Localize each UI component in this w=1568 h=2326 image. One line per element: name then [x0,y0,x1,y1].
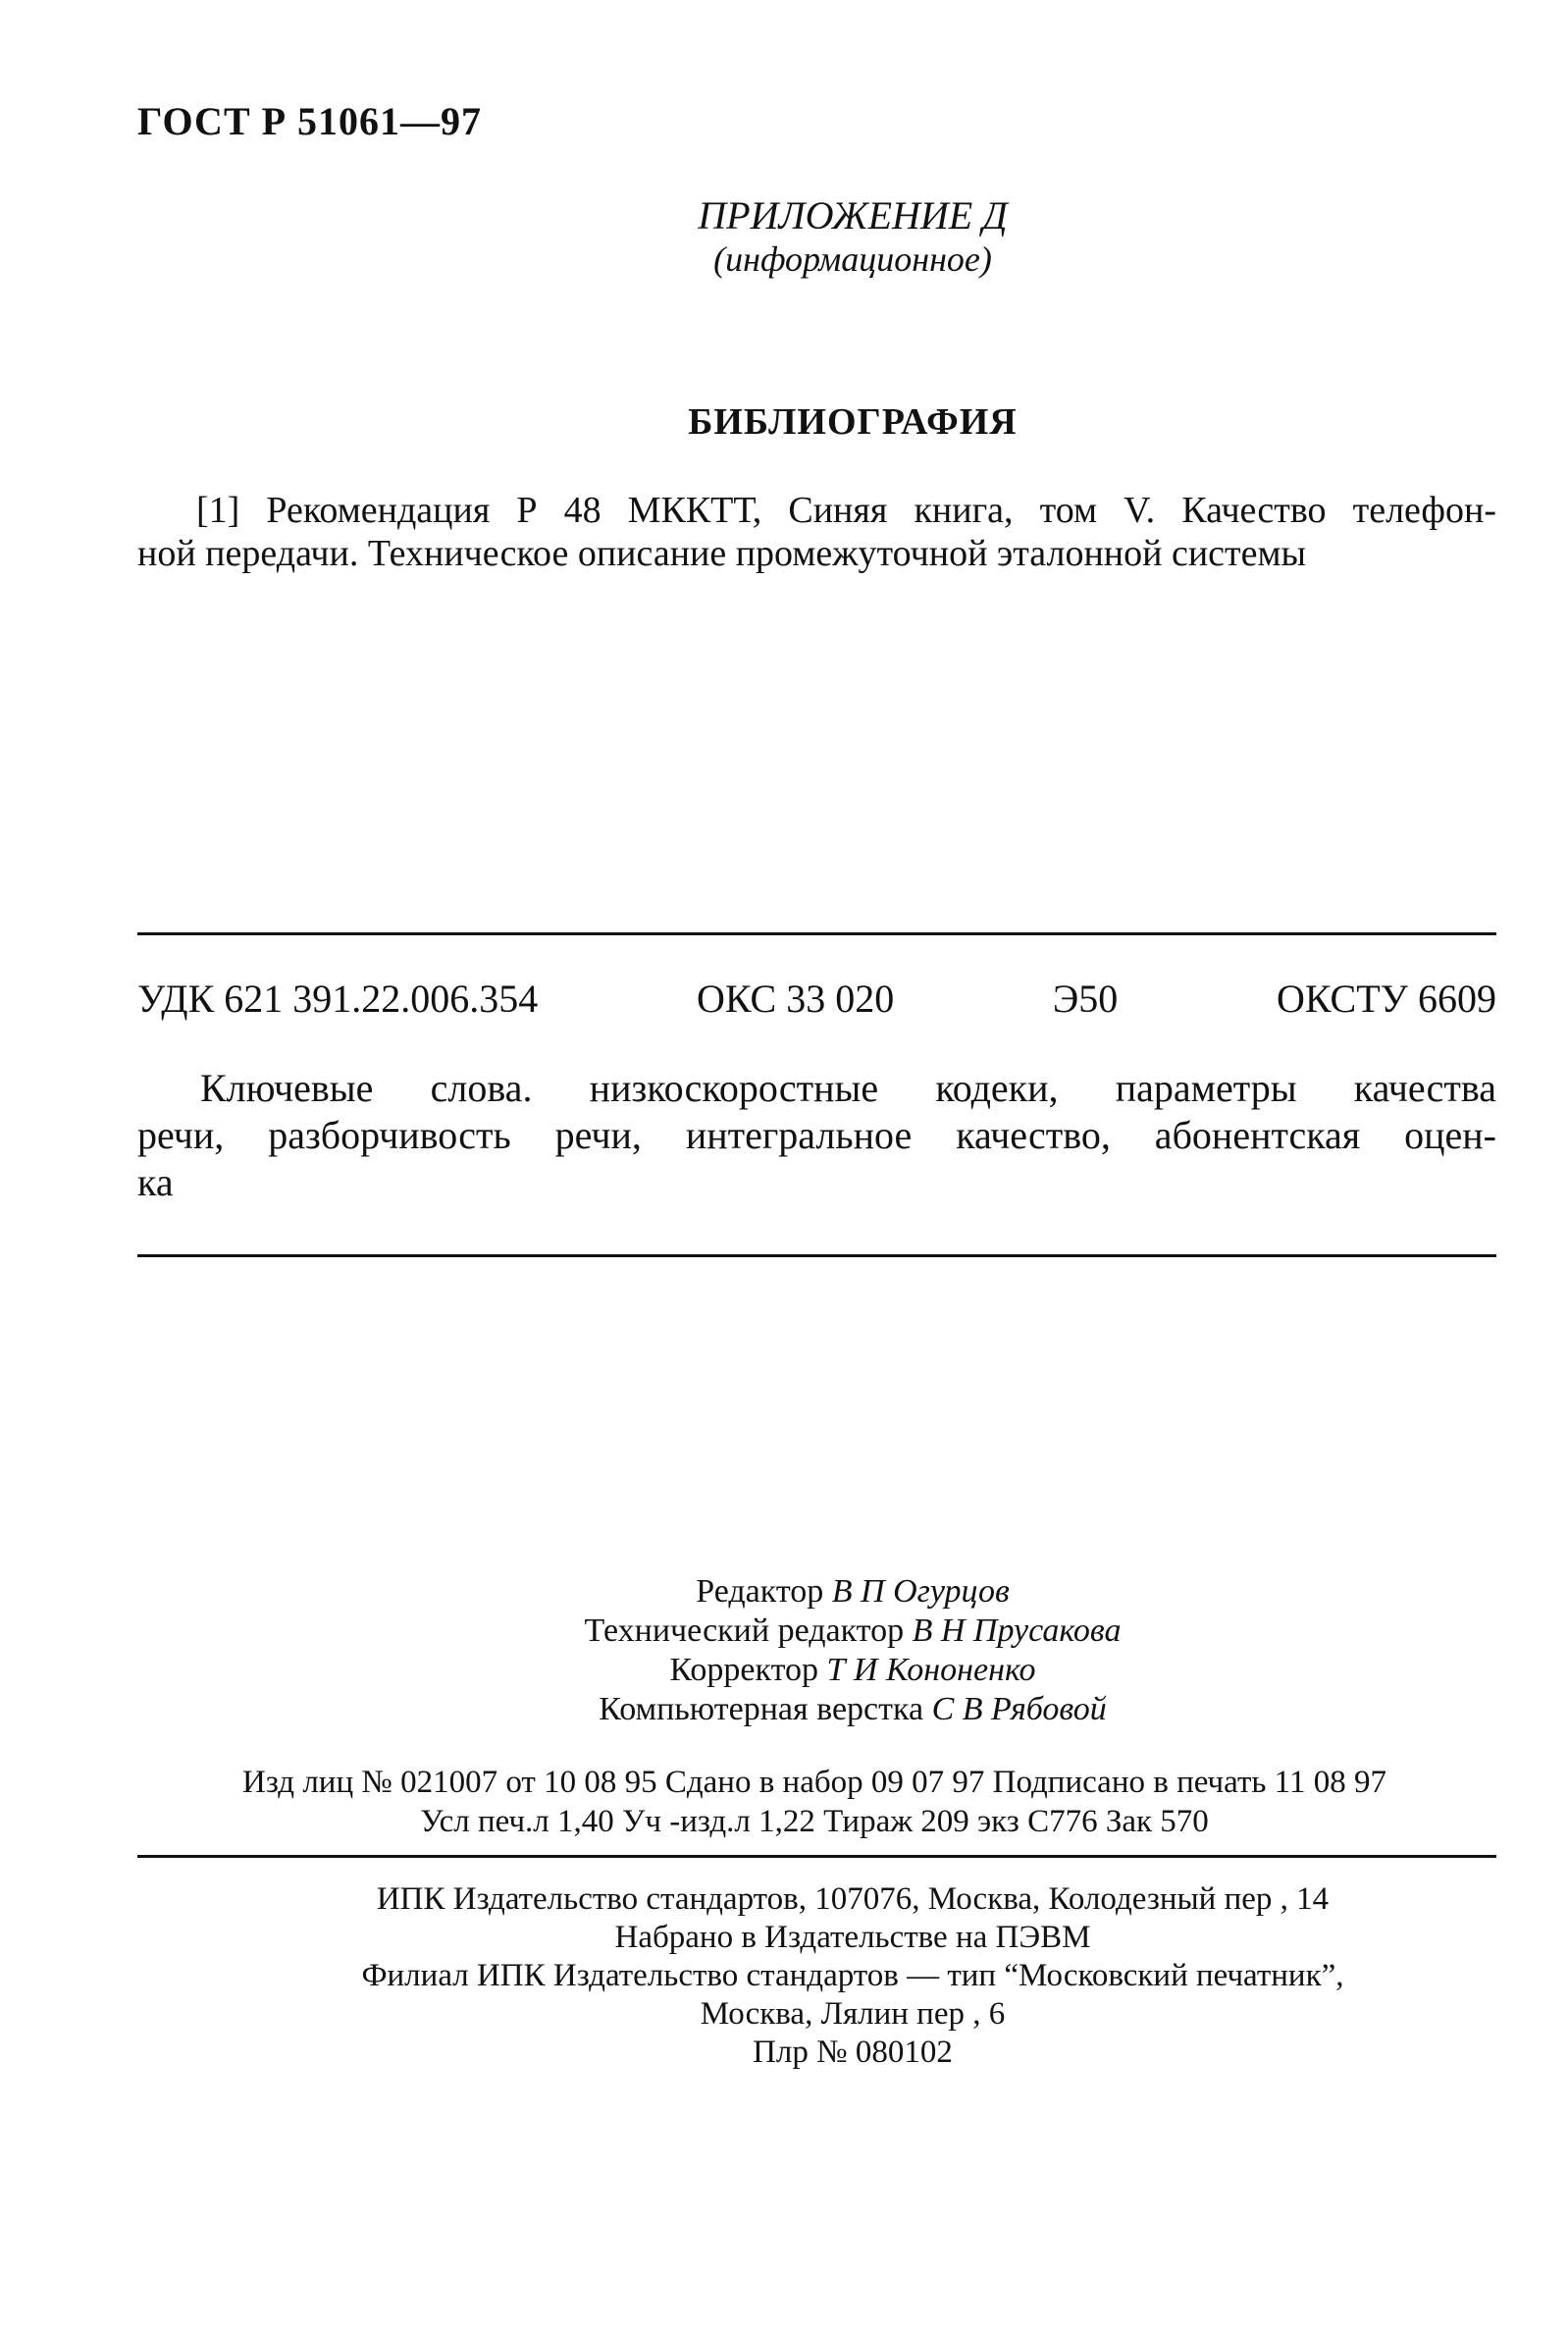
credit-role: Редактор [696,1573,824,1610]
credit-technical-editor [137,1612,1568,1651]
publication-info [137,1763,1491,1841]
classification-row [137,976,1496,1022]
publication-line: Усл печ.л 1,40 Уч -изд.л 1,22 Тираж 209 экз С776 Зак 570 [420,1804,1209,1839]
credit-role: Технический редактор [584,1612,905,1649]
oks-code: ОКС 33 020 [696,977,895,1021]
divider-middle [137,1254,1496,1257]
printer-line: Набрано в Издательстве на ПЭВМ [614,1920,1091,1955]
bibliography-entry-line: ной передачи. Техническое описание промежуточной эталонной системы [137,533,1307,574]
printer-info [0,1880,1568,2072]
printer-line: Москва, Лялин пер , 6 [700,1996,1006,2032]
udk-code: УДК 621 391.22.006.354 [137,977,539,1021]
keywords-line: речи, разборчивость речи, интегральное качество, абонентская оцен- [137,1113,1496,1157]
bibliography-heading: БИБЛИОГРАФИЯ [688,401,1018,443]
bibliography-entry-line: [1] Рекомендация Р 48 МККТТ, Синяя книга, том V. Качество телефон- [196,490,1496,531]
printer-line: Плр № 080102 [753,2035,953,2070]
credit-person: В Н Прусакова [912,1612,1122,1649]
credit-role: Корректор [669,1652,818,1688]
credit-role: Компьютерная верстка [599,1691,924,1727]
credit-person: С В Рябовой [931,1691,1107,1727]
group-code: Э50 [1052,977,1119,1021]
keywords [137,1065,1496,1206]
bibliography-entry [137,489,1496,575]
appendix-title: ПРИЛОЖЕНИЕ Д [698,193,1008,238]
keywords-line: ка [137,1160,174,1204]
okstu-code: ОКСТУ 6609 [1276,977,1496,1021]
standard-code: ГОСТ Р 51061—97 [137,99,483,143]
credit-proofreader [137,1651,1568,1690]
credit-person: В П Огурцов [831,1573,1010,1610]
credit-person: Т И Кононенко [826,1652,1036,1688]
printer-line: ИПК Издательство стандартов, 107076, Москва, Колодезный пер , 14 [376,1881,1330,1917]
credits [0,1572,1568,1729]
credit-layout [137,1690,1568,1729]
credit-editor [137,1572,1568,1612]
divider-top [137,932,1496,935]
keywords-line: Ключевые слова. низкоскоростные кодеки, параметры качества [200,1066,1496,1110]
appendix-subtitle: (информационное) [713,239,992,279]
printer-line: Филиал ИПК Издательство стандартов — тип “Московский печатник”, [361,1958,1344,1993]
divider-bottom [137,1855,1496,1858]
publication-line: Изд лиц № 021007 от 10 08 95 Сдано в набор 09 07 97 Подписано в печать 11 08 97 [242,1765,1386,1800]
